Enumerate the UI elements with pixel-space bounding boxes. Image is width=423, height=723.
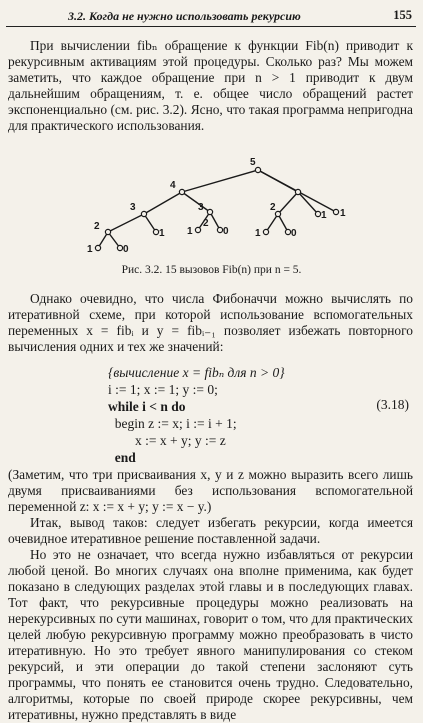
algorithm-block	[108, 364, 408, 466]
page-header	[6, 8, 416, 27]
tree-node-label: 2	[94, 221, 100, 232]
algorithm-line: end	[108, 450, 136, 465]
algorithm-line: x := x + y; y := z	[108, 433, 226, 448]
tree-node-label: 0	[223, 226, 229, 237]
equation-number: (3.18)	[376, 397, 409, 412]
tree-node-label: 1	[340, 208, 346, 219]
recursion-tree-svg	[60, 152, 360, 262]
paragraph-2-text: Однако очевидно, что числа Фибоначчи можно вычислять по итеративной схеме, при которой использование вспомогательных переменных x = fibᵢ и y = fibᵢ₋₁ позволяет избежать повторного вычисления одних и тех же значений:	[8, 291, 413, 354]
paragraph-3	[8, 467, 413, 515]
paragraph-5-text: Но это не означает, что всегда нужно избавляться от рекурсии любой ценой. Во многих случаях она вполне применима, как будет показано в следующих разделах этой главы и в последующих главах. Тот факт, что рекурсивные процедуры можно реализовать на нерекурсивных по сути машинах, говорит о том, что для практических целей любую рекурсивную программу можно преобразовать в чисто итеративную. Но это требует явного манипулирования со стеком рекурсий, и эти операции до такой степени заслоняют суть программы, что понять ее становится очень трудно. Следовательно, алгоритмы, которые по своей природе скорее рекурсивны, чем итеративны, нужно представлять в виде	[8, 547, 413, 722]
paragraph-4-text: Итак, вывод таков: следует избегать рекурсии, когда имеется очевидное итеративное решение поставленной задачи.	[8, 515, 413, 546]
tree-node-label: 4	[170, 180, 176, 191]
paragraph-4	[8, 515, 413, 547]
algorithm-line: i := 1; x := 1; y := 0;	[108, 382, 218, 397]
tree-node-label: 5	[250, 157, 256, 168]
tree-node-label: 2	[270, 202, 276, 213]
algorithm-line: while i < n do	[108, 399, 186, 414]
paragraph-3-text: (Заметим, что три присваивания x, y и z можно выразить всего лишь двумя присваиваниями без использования вспомогательной переменной z: x := x + y; y := x − y.)	[8, 467, 413, 514]
tree-node-label: 1	[255, 228, 261, 239]
tree-node-label: 1	[87, 244, 93, 255]
tree-node-label: 0	[123, 244, 129, 255]
tree-node-label: 3	[130, 202, 136, 213]
tree-node-label: 1	[159, 228, 165, 239]
paragraph-5	[8, 547, 413, 723]
tree-node-label: 3	[198, 202, 204, 213]
figure-caption: Рис. 3.2. 15 вызовов Fib(n) при n = 5.	[121, 264, 302, 276]
tree-node-label: 0	[291, 228, 297, 239]
running-title: 3.2. Когда не нужно использовать рекурсию	[68, 9, 301, 23]
paragraph-1	[8, 38, 413, 134]
paragraph-1-text: При вычислении fibₙ обращение к функции Fib(n) приводит к рекурсивным активациям этой процедуры. Сколько раз? Мы можем заметить, что каждое обращение при n > 1 приводит к двум дальнейшим обращениям, т. е. общее число обращений растет экспоненциально (см. рис. 3.2). Ясно, что такая программа непригодна для практического использования.	[8, 38, 413, 133]
algorithm-comment: {вычисление x = fibₙ для n > 0}	[108, 365, 285, 380]
page-number: 155	[393, 8, 412, 22]
paragraph-2	[8, 291, 413, 355]
tree-node-label: 1	[321, 210, 327, 221]
tree-node-label: 2	[203, 218, 209, 229]
tree-node-label: 1	[187, 226, 193, 237]
algorithm-line: begin z := x; i := i + 1;	[108, 416, 237, 431]
recursion-tree-figure	[60, 152, 360, 262]
